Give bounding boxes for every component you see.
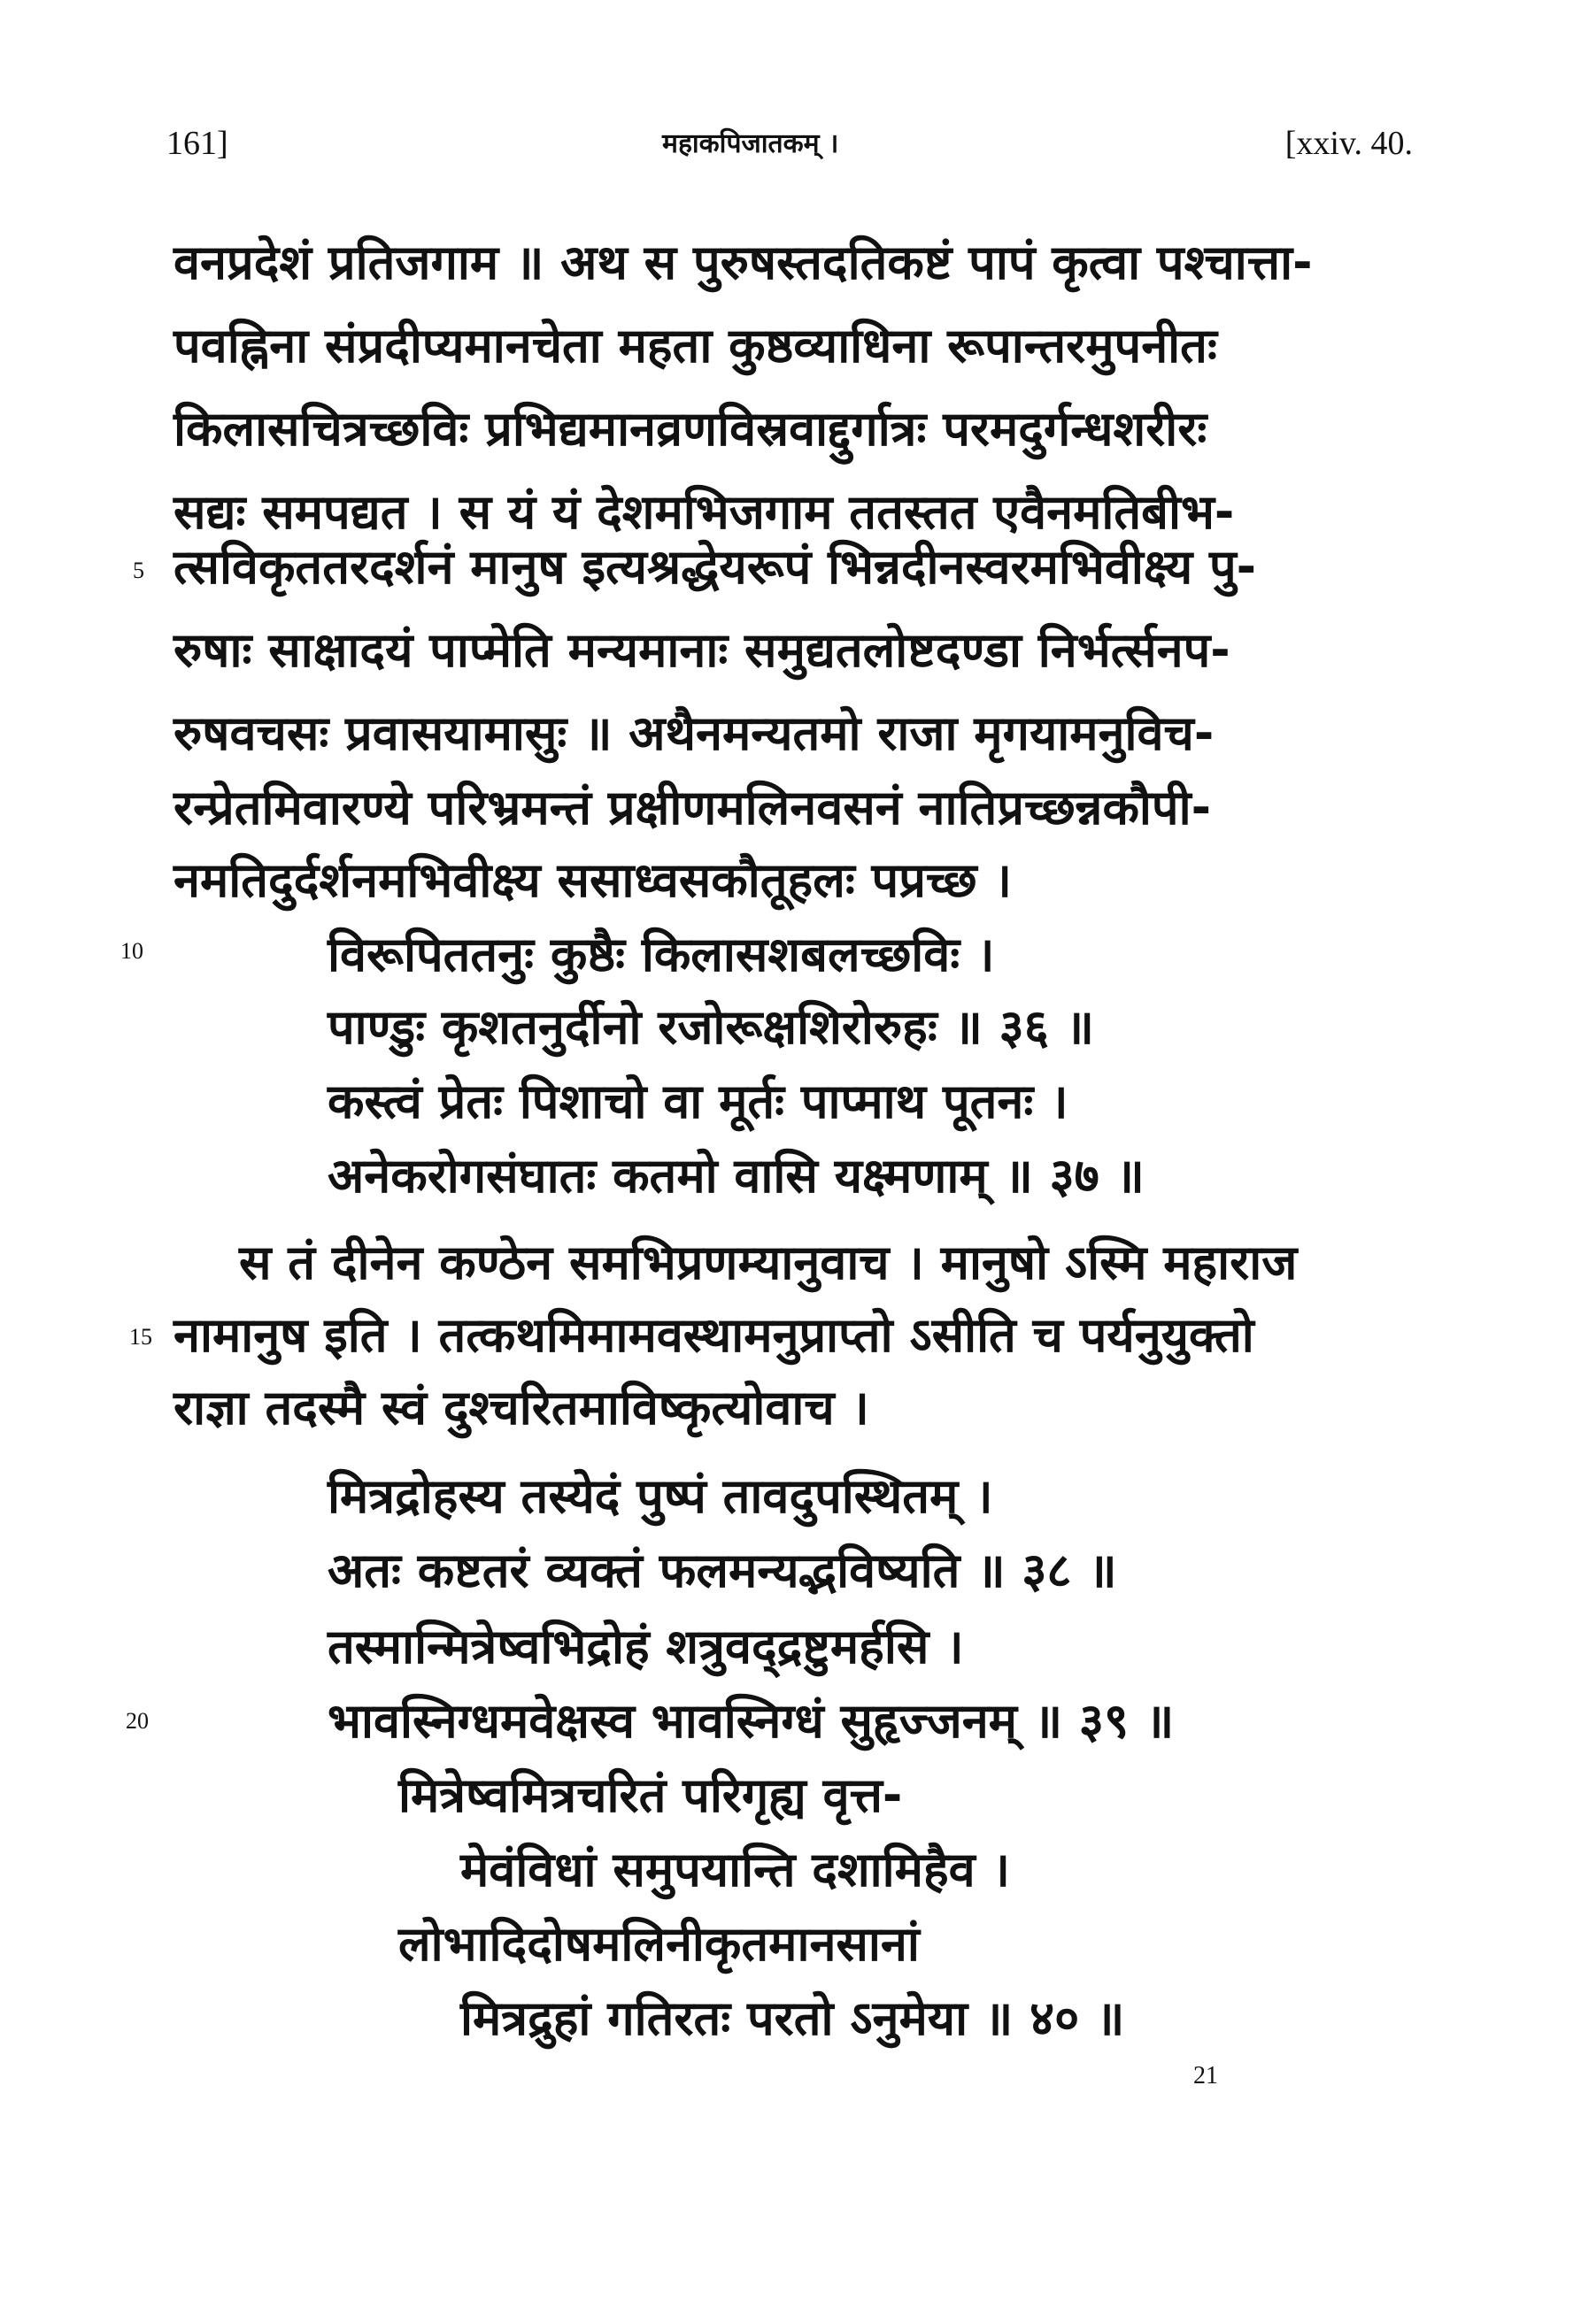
verse-line: भावस्निग्धमवेक्षस्व भावस्निग्धं सुहृज्जनम् ॥ ३९ ॥ bbox=[328, 1693, 1175, 1749]
verse-line: कस्त्वं प्रेतः पिशाचो वा मूर्तः पाप्माथ पूतनः । bbox=[328, 1074, 1068, 1129]
text-line: रुषाः साक्षादयं पाप्मेति मन्यमानाः समुद्यतलोष्टदण्डा निर्भर्त्सनप- bbox=[174, 622, 1230, 678]
verse-line: विरूपिततनुः कुष्ठैः किलासशबलच्छविः । bbox=[328, 927, 995, 982]
verse-line: तस्मान्मित्रेष्वभिद्रोहं शत्रुवद्द्रष्टुमर्हसि । bbox=[328, 1619, 964, 1674]
text-line: नमतिदुर्दर्शनमभिवीक्ष्य ससाध्वसकौतूहलः पप्रच्छ । bbox=[174, 852, 1012, 908]
page-reference: 161] bbox=[166, 125, 228, 162]
line-number: 10 bbox=[120, 938, 143, 964]
signature-mark: 21 bbox=[1193, 2062, 1218, 2089]
running-header bbox=[0, 124, 1581, 177]
text-line: त्सविकृततरदर्शनं मानुष इत्यश्रद्धेयरूपं भिन्नदीनस्वरमभिवीक्ष्य पु- bbox=[174, 539, 1257, 595]
running-title: महाकपिजातकम् । bbox=[662, 128, 839, 159]
text-line: राज्ञा तदस्मै स्वं दुश्चरितमाविष्कृत्योवाच । bbox=[174, 1380, 869, 1435]
text-line: स तं दीनेन कण्ठेन समभिप्रणम्यानुवाच । मानुषो ऽस्मि महाराज bbox=[239, 1235, 1298, 1290]
text-line: रुषवचसः प्रवासयामासुः ॥ अथैनमन्यतमो राजा मृगयामनुविच- bbox=[174, 705, 1215, 761]
line-number: 20 bbox=[126, 1708, 149, 1734]
text-line: नामानुष इति । तत्कथमिमामवस्थामनुप्राप्तो ऽसीति च पर्यनुयुक्तो bbox=[174, 1307, 1254, 1363]
text-line: पवह्निना संप्रदीप्यमानचेता महता कुष्ठव्याधिना रूपान्तरमुपनीतः bbox=[174, 318, 1217, 373]
verse-line: मित्रद्रुहां गतिरतः परतो ऽनुमेया ॥ ४० ॥ bbox=[460, 1990, 1125, 2046]
verse-line: मित्रद्रोहस्य तस्येदं पुष्पं तावदुपस्थितम् । bbox=[328, 1468, 993, 1524]
verse-line: मित्रेष्वमित्रचरितं परिगृह्य वृत्त- bbox=[398, 1767, 903, 1823]
text-line: सद्यः समपद्यत । स यं यं देशमभिजगाम ततस्तत एवैनमतिबीभ- bbox=[174, 484, 1235, 540]
section-reference: [xxiv. 40. bbox=[1284, 125, 1413, 162]
text-line: किलासचित्रच्छविः प्रभिद्यमानव्रणविस्रवाद्दुर्गात्रः परमदुर्गन्धशरीरः bbox=[174, 401, 1207, 457]
text-line: रन्प्रेतमिवारण्ये परिभ्रमन्तं प्रक्षीणमलिनवसनं नातिप्रच्छन्नकौपी- bbox=[174, 780, 1211, 835]
line-number: 15 bbox=[129, 1324, 152, 1350]
text-line: वनप्रदेशं प्रतिजगाम ॥ अथ स पुरुषस्तदतिकष्टं पापं कृत्वा पश्चात्ता- bbox=[174, 235, 1313, 290]
verse-line: लोभादिदोषमलिनीकृतमानसानां bbox=[398, 1916, 920, 1972]
verse-line: अनेकरोगसंघातः कतमो वासि यक्ष्मणाम् ॥ ३७ ॥ bbox=[328, 1148, 1145, 1204]
verse-line: अतः कष्टतरं व्यक्तं फलमन्यद्भविष्यति ॥ ३८ ॥ bbox=[328, 1543, 1117, 1598]
line-number: 5 bbox=[133, 558, 144, 583]
verse-line: पाण्डुः कृशतनुर्दीनो रजोरूक्षशिरोरुहः ॥ ३६ ॥ bbox=[328, 999, 1094, 1055]
verse-line: मेवंविधां समुपयान्ति दशामिहैव । bbox=[460, 1842, 1010, 1897]
